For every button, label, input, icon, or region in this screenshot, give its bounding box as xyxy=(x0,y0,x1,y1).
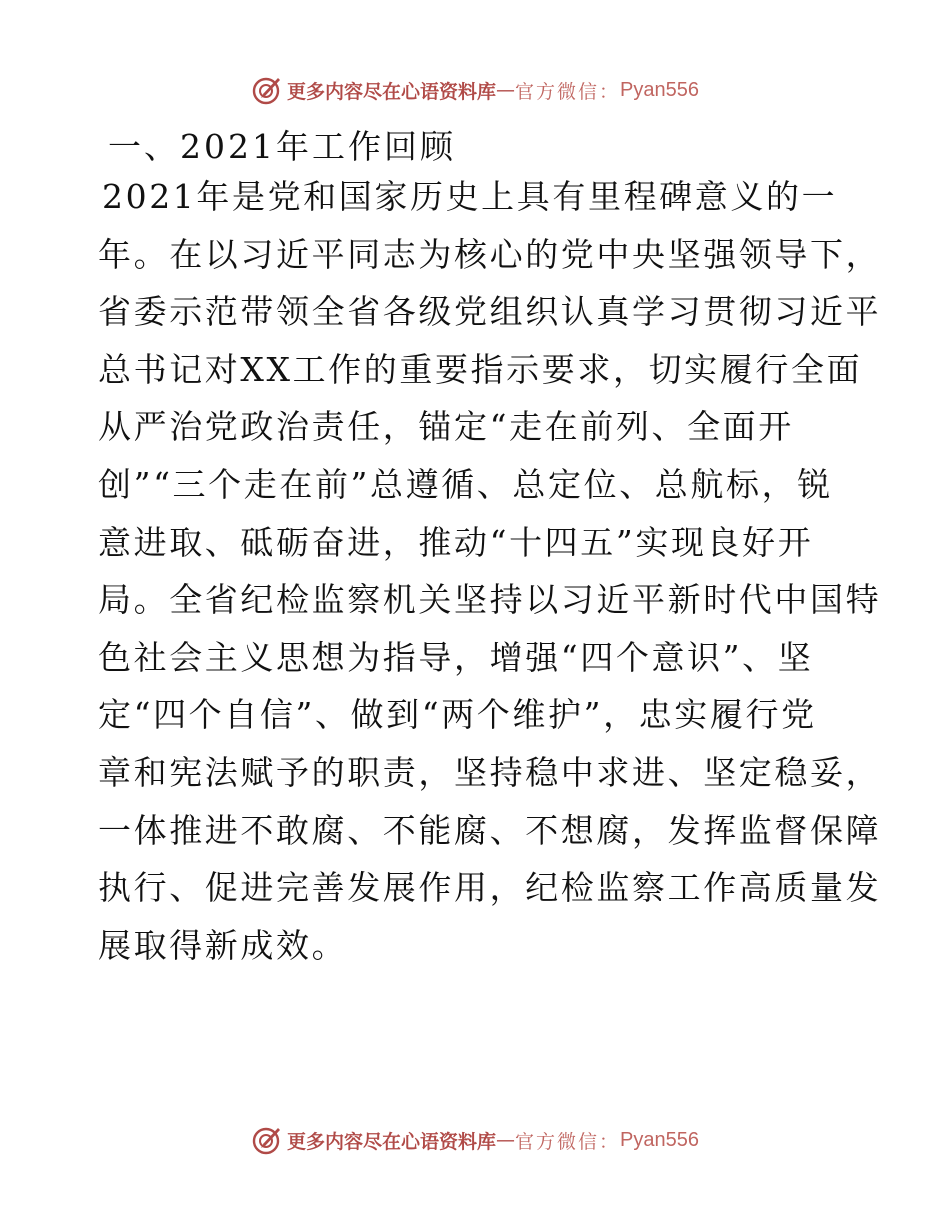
paragraph-line: 省委示范带领全省各级党组织认真学习贯彻习近平 xyxy=(98,292,882,332)
banner-dash: — xyxy=(496,79,516,101)
paragraph-line: 2021年是党和国家历史上具有里程碑意义的一 xyxy=(102,177,838,216)
quill-circle-icon xyxy=(251,74,283,106)
banner-text: 更多内容尽在心语资料库 xyxy=(287,80,497,103)
paragraph-line: 创”“三个走在前”总遵循、总定位、总航标，锐 xyxy=(98,464,833,504)
paragraph-line: 定“四个自信”、做到“两个维护”，忠实履行党 xyxy=(98,695,817,735)
paragraph-line: 展取得新成效。 xyxy=(98,925,348,965)
paragraph-line: 执行、促进完善发展作用，纪检监察工作高质量发 xyxy=(98,868,882,908)
banner-wechat-id: Pyan556 xyxy=(620,1128,699,1151)
paragraph-line: 章和宪法赋予的职责，坚持稳中求进、坚定稳妥， xyxy=(98,752,882,792)
section-heading: 一、2021年工作回顾 xyxy=(108,127,456,166)
banner-text: 更多内容尽在心语资料库 xyxy=(287,1130,497,1153)
paragraph-line: 局。全省纪检监察机关坚持以习近平新时代中国特 xyxy=(98,580,882,620)
paragraph-line: 一体推进不敢腐、不能腐、不想腐，发挥监督保障 xyxy=(98,810,882,850)
paragraph-line: 色社会主义思想为指导，增强“四个意识”、坚 xyxy=(98,637,814,677)
header-banner xyxy=(0,70,950,110)
banner-wechat-label: 官方微信： xyxy=(515,80,621,103)
banner-wechat-label: 官方微信： xyxy=(515,1130,621,1153)
banner-dash: — xyxy=(496,1129,516,1151)
footer-banner xyxy=(0,1120,950,1160)
paragraph-line: 总书记对XX工作的重要指示要求，切实履行全面 xyxy=(98,349,863,389)
paragraph-line: 年。在以习近平同志为核心的党中央坚强领导下， xyxy=(98,234,882,274)
body-paragraph xyxy=(98,168,882,974)
paragraph-line: 从严治党政治责任，锚定“走在前列、全面开 xyxy=(98,407,794,447)
quill-circle-icon xyxy=(251,1124,283,1156)
banner-wechat-id: Pyan556 xyxy=(620,78,699,101)
paragraph-line: 意进取、砥砺奋进，推动“十四五”实现良好开 xyxy=(98,522,814,562)
